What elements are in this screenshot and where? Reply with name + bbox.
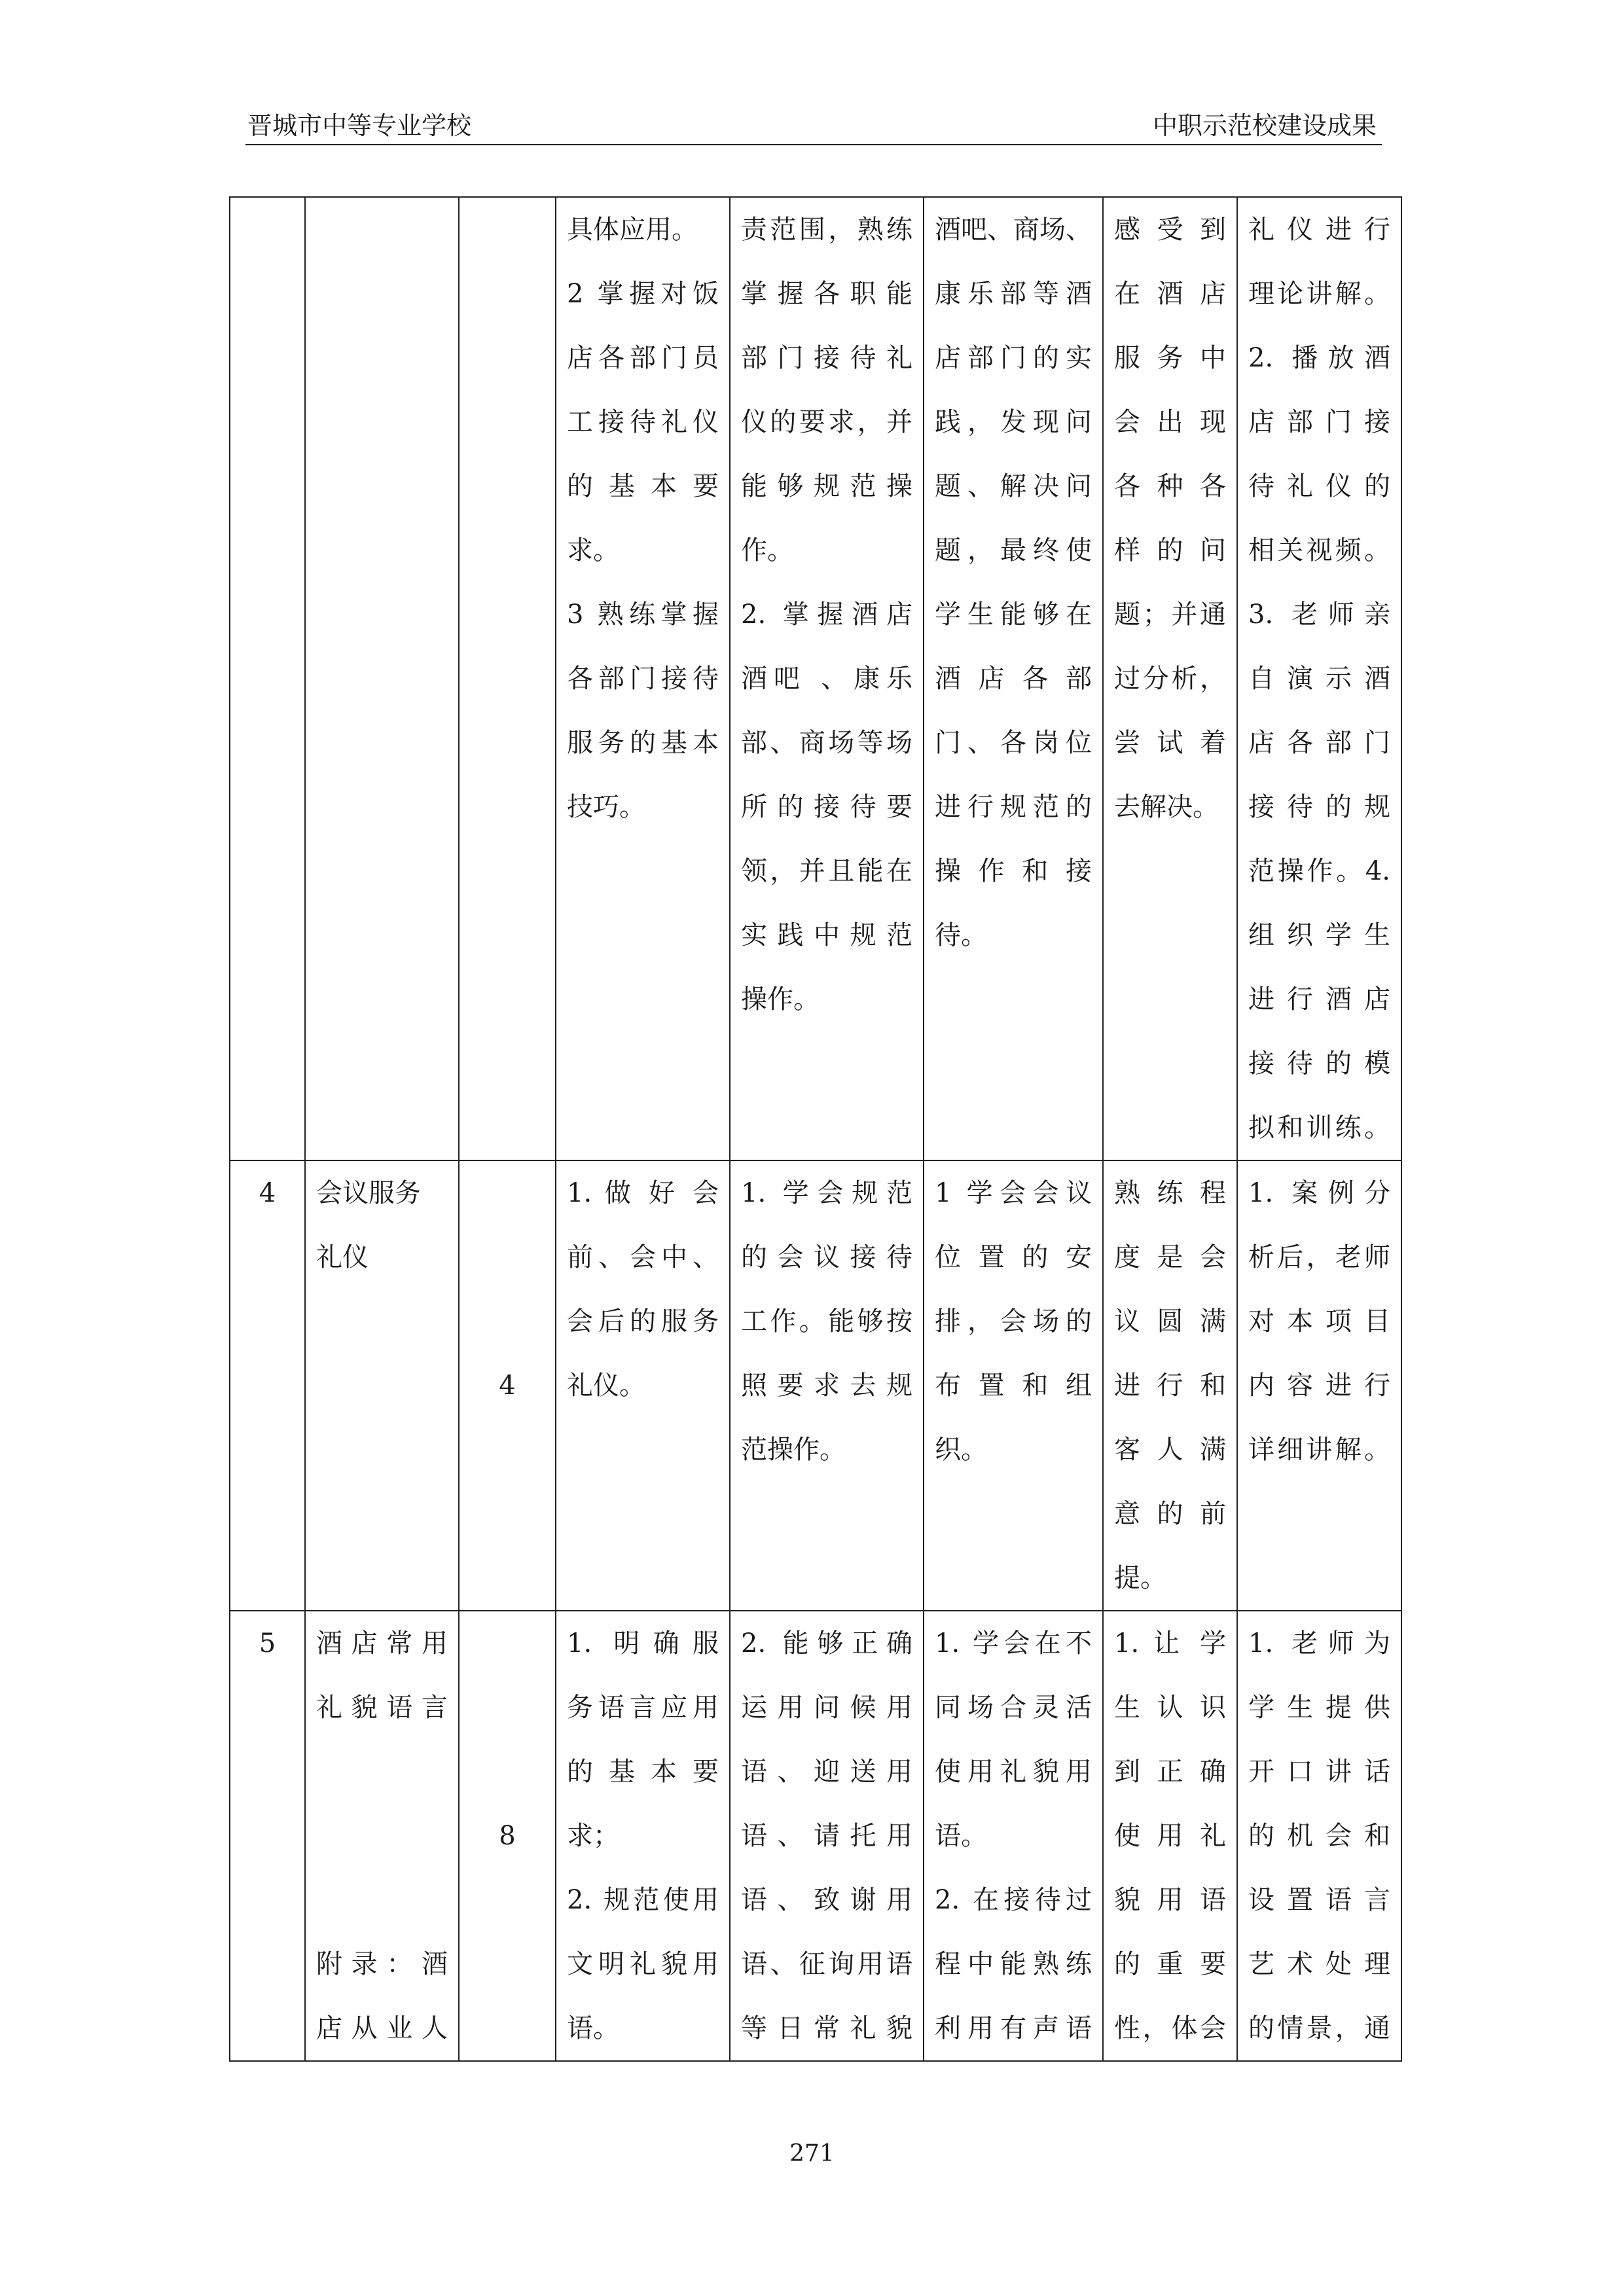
hours-cell: 4 xyxy=(459,1160,556,1611)
cell-method: 礼 仪 进 行 理论讲解。 2. 播放酒 店部门接 待礼仪的 相关视频。 3. 老师亲 自演示酒 店各部门 接待的规 范操作。4. 组织学生 进行酒店 接待的模 拟和训练。 xyxy=(1237,197,1401,1160)
cell-objective: 2. 能够正确 运用问候用 语、迎送用 语、请托用 语、致谢用 语、征询用语 等日常礼貌 xyxy=(730,1611,924,2061)
header-school-name: 晋城市中等专业学校 xyxy=(247,111,472,140)
table-row xyxy=(230,197,1401,1160)
cell-content: 具体应用。 2 掌握对饭 店各部门员 工接待礼仪 的 基 本 要 求。 3 熟练掌握 各部门接待 服务的基本 技巧。 xyxy=(556,197,730,1160)
cell-skill: 酒吧、商场、 康乐部等酒 店部门的实 践，发现问 题、解决问 题，最终使 学生能够在 酒 店 各 部 门、各岗位 进行规范的 操 作 和 接 待。 xyxy=(924,197,1103,1160)
header-rule xyxy=(245,144,1382,145)
hours-cell xyxy=(459,197,556,1160)
cell-objective: 1. 学会规范 的会议接待 工作。能够按 照要求去规 范操作。 xyxy=(730,1160,924,1611)
row-number-cell xyxy=(230,197,305,1160)
cell-quality: 1. 让 学 生 认 识 到 正 确 使 用 礼 貌 用 语 的 重 要 性，体会 xyxy=(1103,1611,1237,2061)
table-row xyxy=(230,1611,1401,2061)
row-number-cell: 5 xyxy=(230,1611,305,2061)
module-name-cell: 酒店常用 礼貌语言 附录：酒 店从业人 xyxy=(305,1611,459,2061)
course-table xyxy=(229,196,1402,2062)
hours-cell: 8 xyxy=(459,1611,556,2061)
module-name-cell xyxy=(305,197,459,1160)
header-report-title: 中职示范校建设成果 xyxy=(1152,111,1377,140)
cell-method: 1. 案例分 析后，老师 对本项目 内容进行 详细讲解。 xyxy=(1237,1160,1401,1611)
cell-quality: 感 受 到 在 酒 店 服 务 中 会 出 现 各 种 各 样 的 问 题；并通 过分析， 尝 试 着 去解决。 xyxy=(1103,197,1237,1160)
cell-skill: 1. 学会在不 同场合灵活 使用礼貌用 语。 2. 在接待过 程中能熟练 利用有声语 xyxy=(924,1611,1103,2061)
cell-method: 1. 老师为 学生提供 开口讲话 的机会和 设置语言 艺术处理 的情景，通 xyxy=(1237,1611,1401,2061)
table-row xyxy=(230,1160,1401,1611)
cell-content: 1. 明确服 务语言应用 的 基 本 要 求； 2. 规范使用 文明礼貌用 语。 xyxy=(556,1611,730,2061)
row-number-cell: 4 xyxy=(230,1160,305,1611)
cell-objective: 责范围，熟练 掌握各职能 部门接待礼 仪的要求，并 能够规范操 作。 2. 掌握酒店 酒吧 、康乐 部、商场等场 所的接待要 领，并且能在 实践中规范 操作。 xyxy=(730,197,924,1160)
cell-content: 1. 做 好 会 前、会中、 会后的服务 礼仪。 xyxy=(556,1160,730,1611)
cell-skill: 1 学会会议 位 置 的 安 排，会场的 布 置 和 组 织。 xyxy=(924,1160,1103,1611)
module-name-cell: 会议服务 礼仪 xyxy=(305,1160,459,1611)
cell-quality: 熟 练 程 度 是 会 议 圆 满 进 行 和 客 人 满 意 的 前 提。 xyxy=(1103,1160,1237,1611)
page-number: 271 xyxy=(789,2140,835,2167)
